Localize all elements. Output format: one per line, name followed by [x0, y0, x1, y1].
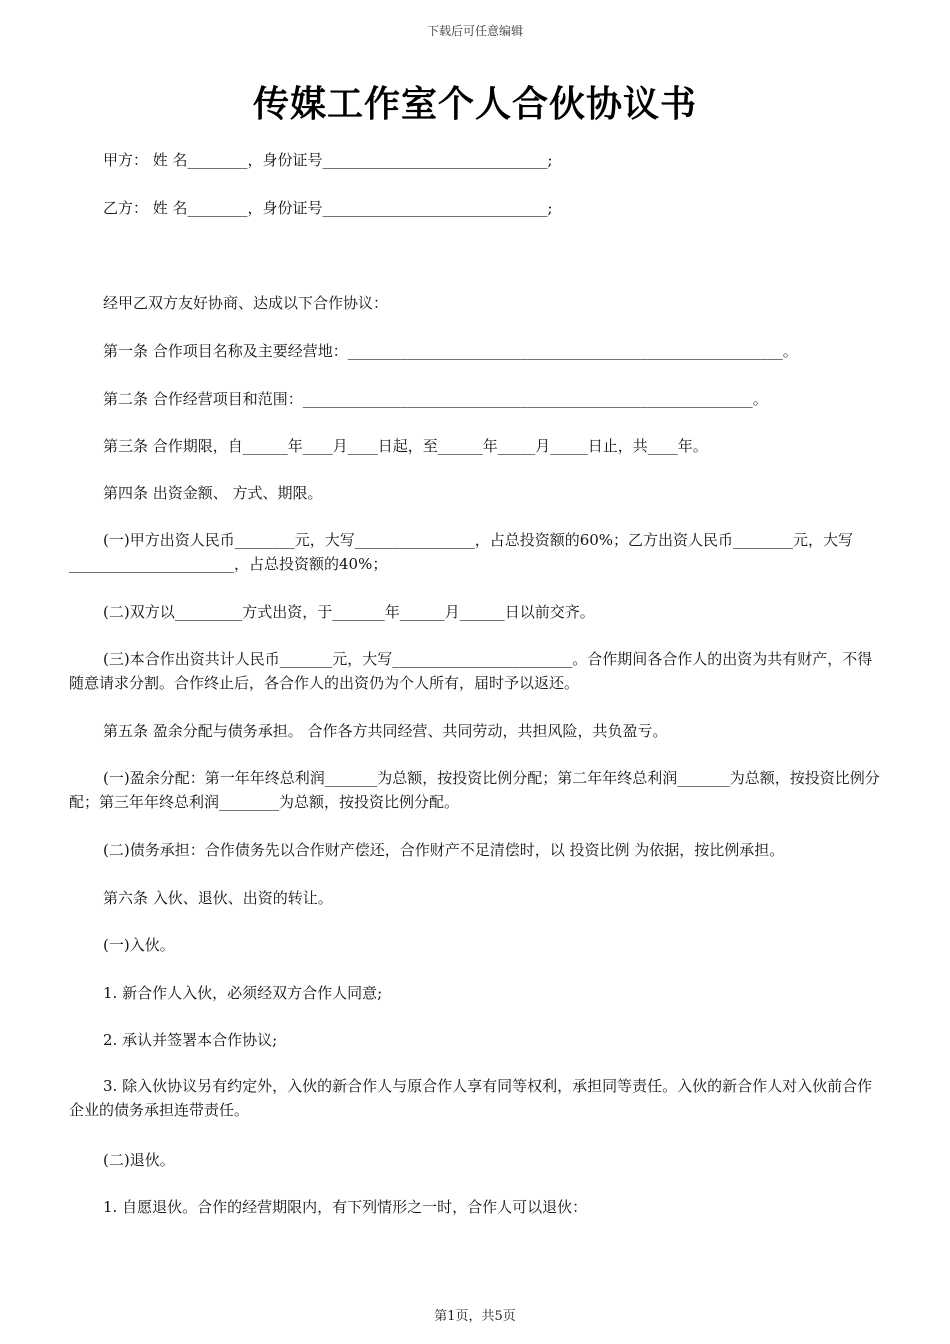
article-5-clause-1: (一)盈余分配：第一年年终总利润_______为总额，按投资比例分配；第二年年终总利润_______为总额，按投资比例分配；第三年年终总利润________为总额，按投资比例分配。	[69, 769, 880, 811]
page-header-note: 下载后可任意编辑	[426, 24, 523, 38]
article-3: 第三条 合作期限，自______年____月____日起，至______年_____月_____日止，共____年。	[103, 437, 708, 455]
article-6: 第六条 入伙、退伙、出资的转让。	[103, 889, 333, 907]
article-6-clause-1: (一)入伙。	[103, 936, 175, 954]
page-number: 第1页，共5页	[434, 1309, 516, 1324]
article-6-clause-1-item-1: 1. 新合作人入伙，必须经双方合作人同意;	[103, 984, 383, 1002]
article-4-clause-1: (一)甲方出资人民币________元，大写________________，占总投资额的60%；乙方出资人民币________元，大写______________________，占总投资额的40%；	[69, 531, 854, 573]
article-1: 第一条 合作项目名称及主要经营地：__________________________________________________________。	[103, 342, 798, 360]
article-4-clause-3: (三)本合作出资共计人民币_______元，大写________________________。合作期间各合作人的出资为共有财产，不得随意请求分割。合作终止后，各合作人的出资仍为个人所有，届时予以返还。	[69, 650, 873, 692]
article-6-clause-1-item-3: 3. 除入伙协议另有约定外，入伙的新合作人与原合作人享有同等权利，承担同等责任。入伙的新合作人对入伙前合作企业的债务承担连带责任。	[69, 1077, 873, 1119]
article-4: 第四条 出资金额、 方式、期限。	[103, 484, 323, 502]
article-6-clause-2: (二)退伙。	[103, 1151, 175, 1169]
party-a-line: 甲方： 姓 名________，身份证号______________________________;	[103, 151, 553, 169]
party-b-line: 乙方： 姓 名________，身份证号______________________________;	[103, 199, 553, 217]
document-title: 传媒工作室个人合伙协议书	[252, 84, 697, 125]
article-2: 第二条 合作经营项目和范围：____________________________________________________________。	[103, 390, 768, 408]
article-5-clause-2: (二)债务承担：合作债务先以合作财产偿还，合作财产不足清偿时，以 投资比例 为依据，按比例承担。	[103, 841, 785, 859]
intro-paragraph: 经甲乙双方友好协商、达成以下合作协议：	[103, 294, 389, 312]
article-6-clause-2-item-1: 1. 自愿退伙。合作的经营期限内，有下列情形之一时，合作人可以退伙：	[103, 1198, 588, 1216]
article-5: 第五条 盈余分配与债务承担。 合作各方共同经营、共同劳动，共担风险，共负盈亏。	[103, 722, 668, 740]
article-6-clause-1-item-2: 2. 承认并签署本合作协议;	[103, 1031, 278, 1049]
article-4-clause-2: (二)双方以_________方式出资，于_______年______月______日以前交齐。	[103, 603, 595, 621]
